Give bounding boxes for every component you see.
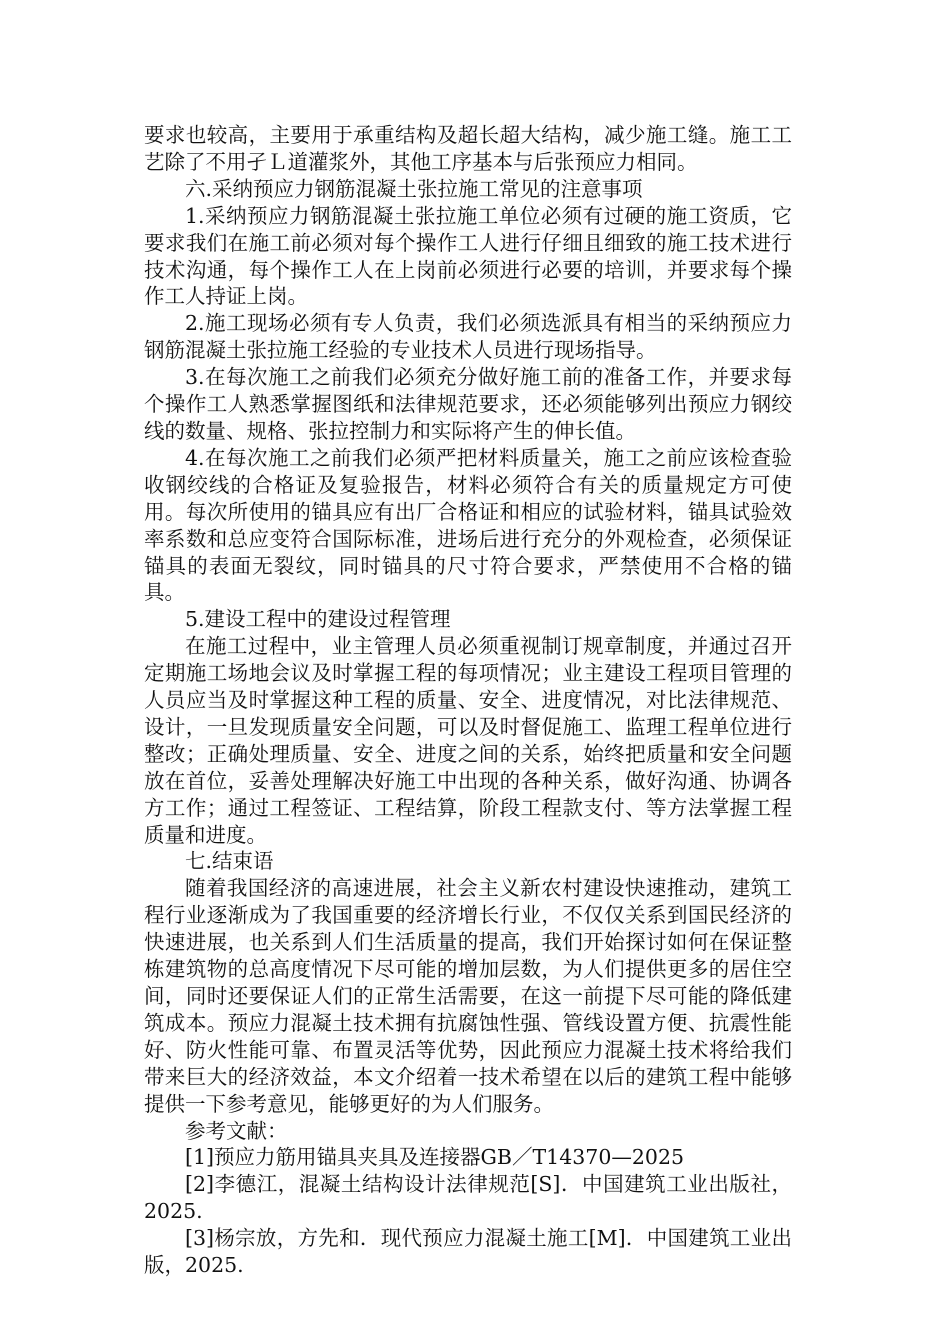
reference-item-2: [2]李德江，混凝土结构设计法律规范[S]．中国建筑工业出版社，2025. xyxy=(144,1172,792,1224)
references-heading: 参考文献： xyxy=(185,1118,288,1143)
paragraph-continuation: 要求也较高，主要用于承重结构及超长超大结构，减少施工缝。施工工艺除了不用孑Ｌ道灌浆外，其他工序基本与后张预应力相同。 xyxy=(144,123,792,174)
document-page xyxy=(144,122,792,1279)
reference-item-3: [3]杨宗放，方先和．现代预应力混凝土施工[M]．中国建筑工业出版，2025. xyxy=(144,1226,792,1278)
section-heading-five: 5.建设工程中的建设过程管理 xyxy=(185,607,451,632)
paragraph-item-1: 1.采纳预应力钢筋混凝土张拉施工单位必须有过硬的施工资质，它要求我们在施工前必须对每个操作工人进行仔细且细致的施工技术进行技术沟通，每个操作工人在上岗前必须进行必要的培训，并要求每个操作工人持证上岗。 xyxy=(144,203,792,309)
section-heading-seven: 七.结束语 xyxy=(185,849,274,874)
paragraph-item-4: 4.在每次施工之前我们必须严把材料质量关，施工之前应该检查验收钢绞线的合格证及复验报告，材料必须符合有关的质量规定方可使用。每次所使用的锚具应有出厂合格证和相应的试验材料，锚具试验效率系数和总应变符合国际标准，进场后进行充分的外观检查，必须保证锚具的表面无裂纹，同时锚具的尺寸符合要求，严禁使用不合格的锚具。 xyxy=(144,445,792,605)
paragraph-item-3: 3.在每次施工之前我们必须充分做好施工前的准备工作，并要求每个操作工人熟悉掌握图纸和法律规范要求，还必须能够列出预应力钢绞线的数量、规格、张拉控制力和实际将产生的伸长值。 xyxy=(144,365,792,443)
paragraph-conclusion: 随着我国经济的高速进展，社会主义新农村建设快速推动，建筑工程行业逐渐成为了我国重要的经济增长行业，不仅仅关系到国民经济的快速进展，也关系到人们生活质量的提高，我们开始探讨如何在保证整栋建筑物的总高度情况下尽可能的增加层数，为人们提供更多的居住空间，同时还要保证人们的正常生活需要，在这一前提下尽可能的降低建筑成本。预应力混凝土技术拥有抗腐蚀性强、管线设置方便、抗震性能好、防火性能可靠、布置灵活等优势，因此预应力混凝土技术将给我们带来巨大的经济效益，本文介绍着一技术希望在以后的建筑工程中能够提供一下参考意见，能够更好的为人们服务。 xyxy=(144,876,792,1116)
reference-item-1: [1]预应力筋用锚具夹具及连接器GB／T14370—2025 xyxy=(185,1145,685,1170)
paragraph-process-management: 在施工过程中，业主管理人员必须重视制订规章制度，并通过召开定期施工场地会议及时掌握工程的每项情况；业主建设工程项目管理的人员应当及时掌握这种工程的质量、安全、进度情况，对比法律规范、设计，一旦发现质量安全问题，可以及时督促施工、监理工程单位进行整改；正确处理质量、安全、进度之间的关系，始终把质量和安全问题放在首位，妥善处理解决好施工中出现的各种关系，做好沟通、协调各方工作；通过工程签证、工程结算，阶段工程款支付、等方法掌握工程质量和进度。 xyxy=(144,634,792,847)
section-heading-six: 六.采纳预应力钢筋混凝土张拉施工常见的注意事项 xyxy=(185,176,643,201)
paragraph-item-2: 2.施工现场必须有专人负责，我们必须选派具有相当的采纳预应力钢筋混凝土张拉施工经验的专业技术人员进行现场指导。 xyxy=(144,311,792,363)
